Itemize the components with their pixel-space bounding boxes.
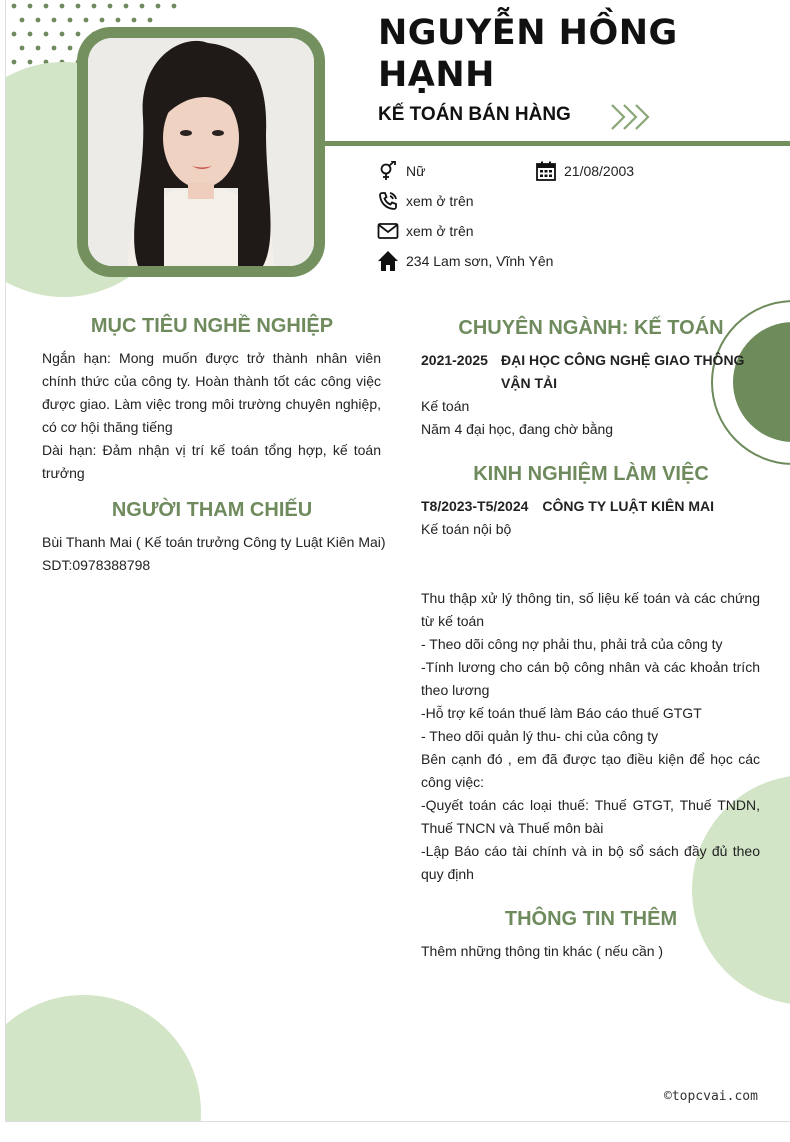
extra-info-heading: THÔNG TIN THÊM bbox=[504, 908, 678, 930]
education-row bbox=[421, 349, 766, 395]
envelope-icon bbox=[376, 220, 400, 242]
chevrons-right-icon bbox=[609, 102, 653, 132]
phone-value: xem ở trên bbox=[406, 193, 474, 209]
experience-heading: KINH NGHIỆM LÀM VIỆC bbox=[473, 463, 709, 485]
experience-row bbox=[421, 495, 766, 518]
experience-role: Kế toán nội bộ bbox=[421, 521, 512, 537]
watermark: ©topcvai.com bbox=[664, 1089, 758, 1104]
gender-icon bbox=[376, 160, 400, 182]
phone-icon bbox=[376, 190, 400, 212]
objective-short-term: Ngắn hạn: Mong muốn được trở thành nhân viên chính thức của công ty. Hoàn thành tốt các công việc được giao. Làm việc trong môi trường chuyên nghiệp, có cơ hội thăng tiếng bbox=[42, 350, 381, 435]
gender-info bbox=[376, 160, 425, 182]
reference-line: Bùi Thanh Mai ( Kế toán trưởng Công ty Luật Kiên Mai) bbox=[42, 534, 386, 550]
birthdate-info bbox=[534, 160, 634, 182]
home-icon bbox=[376, 250, 400, 272]
experience-detail-line: - Theo dõi công nợ phải thu, phải trả của công ty bbox=[421, 636, 723, 652]
extra-info-body: Thêm những thông tin khác ( nếu cần ) bbox=[421, 943, 664, 959]
references-body bbox=[42, 531, 387, 577]
experience-detail-line: -Hỗ trợ kế toán thuế làm Báo cáo thuế GTGT bbox=[421, 705, 702, 721]
education-school: ĐẠI HỌC CÔNG NGHỆ GIAO THÔNG VẬN TẢI bbox=[501, 352, 745, 391]
email-value: xem ở trên bbox=[406, 223, 474, 239]
experience-detail-line: -Lập Báo cáo tài chính và in bộ sổ sách đầy đủ theo quy định bbox=[421, 843, 760, 882]
objective-body bbox=[42, 347, 381, 485]
education-heading: CHUYÊN NGÀNH: KẾ TOÁN bbox=[458, 317, 724, 339]
education-line: Năm 4 đại học, đang chờ bằng bbox=[421, 421, 614, 437]
objective-heading: MỤC TIÊU NGHỀ NGHIỆP bbox=[90, 315, 334, 337]
experience-detail-line: -Quyết toán các loại thuế: Thuế GTGT, Thuế TNDN, Thuế TNCN và Thuế môn bài bbox=[421, 797, 760, 836]
objective-long-term: Dài hạn: Đảm nhận vị trí kế toán tổng hợp, kế toán trưởng bbox=[42, 442, 381, 481]
profile-photo-frame bbox=[77, 27, 325, 277]
experience-detail-line: -Tính lương cho cán bộ công nhân và các khoản trích theo lương bbox=[421, 659, 760, 698]
experience-details bbox=[421, 587, 760, 886]
education-years: 2021-2025 bbox=[421, 352, 488, 368]
gender-value: Nữ bbox=[406, 163, 426, 179]
education-details bbox=[421, 395, 766, 441]
experience-detail-line: - Theo dõi quản lý thu- chi của công ty bbox=[421, 728, 659, 744]
cv-page bbox=[5, 0, 790, 1122]
candidate-name: NGUYỄN HỒNG HẠNH bbox=[378, 13, 678, 95]
reference-line: SDT:0978388798 bbox=[42, 557, 151, 573]
email-info bbox=[376, 220, 474, 242]
header-divider bbox=[324, 141, 790, 146]
birthdate-value: 21/08/2003 bbox=[564, 163, 635, 179]
address-value: 234 Lam sơn, Vĩnh Yên bbox=[406, 253, 554, 269]
experience-company: CÔNG TY LUẬT KIÊN MAI bbox=[542, 498, 715, 514]
profile-photo bbox=[88, 38, 314, 266]
education-line: Kế toán bbox=[421, 398, 470, 414]
references-heading: NGƯỜI THAM CHIẾU bbox=[111, 499, 313, 521]
job-title: KẾ TOÁN BÁN HÀNG bbox=[378, 104, 571, 125]
phone-info bbox=[376, 190, 474, 212]
address-info bbox=[376, 250, 553, 272]
experience-detail-line: Bên cạnh đó , em đã được tạo điều kiện để học các công việc: bbox=[421, 751, 760, 790]
experience-period: T8/2023-T5/2024 bbox=[421, 498, 529, 514]
experience-detail-line: Thu thập xử lý thông tin, số liệu kế toán và các chứng từ kế toán bbox=[421, 590, 760, 629]
calendar-icon bbox=[534, 160, 558, 182]
decor-circle-bottom-left bbox=[5, 995, 201, 1122]
